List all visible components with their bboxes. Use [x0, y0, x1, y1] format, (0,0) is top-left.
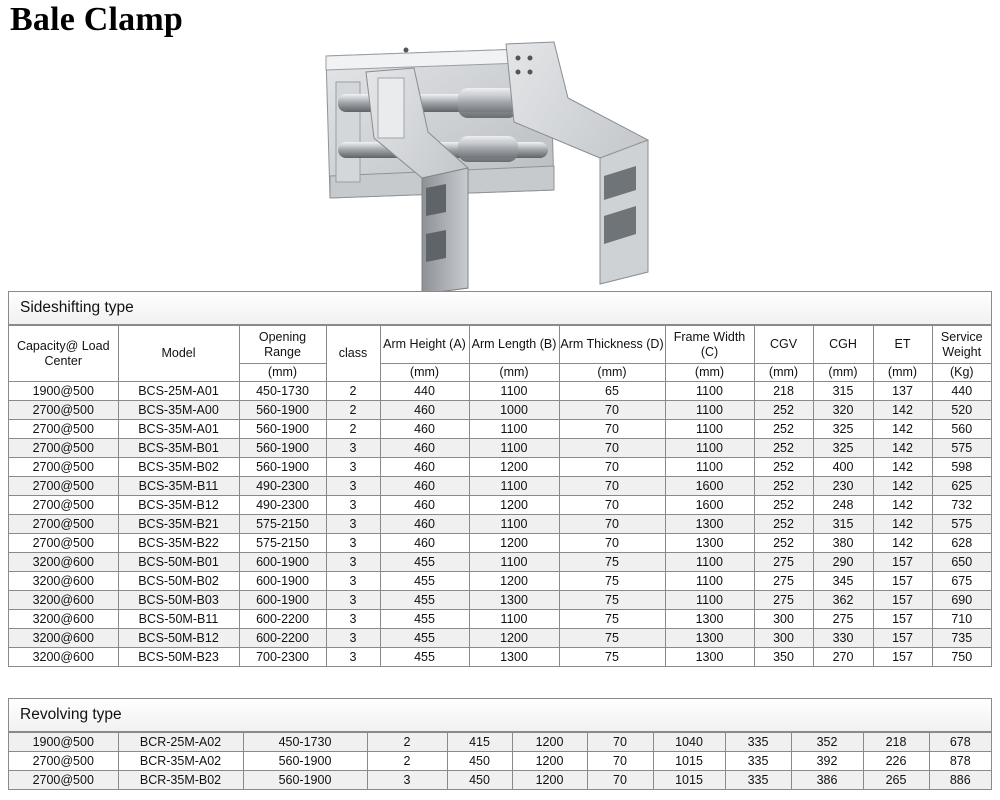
table-row	[9, 439, 991, 458]
table-cell: 3	[326, 515, 380, 534]
table-cell: 2	[367, 733, 447, 752]
table-cell: 625	[932, 477, 991, 496]
table-cell: 575-2150	[239, 534, 326, 553]
table-cell: 600-1900	[239, 591, 326, 610]
table-cell: 878	[929, 752, 991, 771]
table-cell: 75	[559, 572, 665, 591]
table-cell: 300	[754, 629, 813, 648]
table-cell: 600-2200	[239, 610, 326, 629]
table-cell: 598	[932, 458, 991, 477]
table-cell: 460	[380, 439, 469, 458]
table-cell: 1200	[469, 496, 559, 515]
table-cell: 230	[813, 477, 873, 496]
table-cell: BCS-35M-B12	[118, 496, 239, 515]
unit-cgh: (mm)	[813, 364, 873, 382]
table-cell: 345	[813, 572, 873, 591]
table-cell: 560-1900	[239, 401, 326, 420]
table-cell: 560-1900	[243, 771, 367, 790]
table-cell: 1600	[665, 477, 754, 496]
bale-clamp-image	[318, 38, 660, 294]
table-cell: 300	[754, 610, 813, 629]
table-cell: 1100	[665, 572, 754, 591]
table-cell: 1300	[469, 591, 559, 610]
table-cell: 3	[326, 534, 380, 553]
table-cell: 1300	[665, 515, 754, 534]
table-cell: 460	[380, 420, 469, 439]
table-cell: 3200@600	[9, 591, 118, 610]
table-cell: 450-1730	[239, 382, 326, 401]
table-cell: 3200@600	[9, 610, 118, 629]
table-row	[9, 496, 991, 515]
table-cell: 142	[873, 420, 932, 439]
table-cell: 3200@600	[9, 572, 118, 591]
table-cell: 362	[813, 591, 873, 610]
table-cell: 1100	[665, 420, 754, 439]
table-row	[9, 534, 991, 553]
table-cell: 315	[813, 515, 873, 534]
table-cell: 460	[380, 534, 469, 553]
table-cell: 335	[725, 752, 791, 771]
table-cell: 450	[447, 752, 512, 771]
table-cell: 2700@500	[9, 496, 118, 515]
table-cell: 455	[380, 591, 469, 610]
table-cell: 1015	[653, 752, 725, 771]
table-cell: 75	[559, 610, 665, 629]
table-cell: 75	[559, 553, 665, 572]
table-row	[9, 610, 991, 629]
unit-cgv: (mm)	[754, 364, 813, 382]
table-cell: 1040	[653, 733, 725, 752]
table-cell: 3	[326, 591, 380, 610]
table-cell: 226	[863, 752, 929, 771]
table-cell: 142	[873, 477, 932, 496]
table-cell: 252	[754, 458, 813, 477]
table-cell: 3200@600	[9, 553, 118, 572]
table-cell: 275	[813, 610, 873, 629]
table-cell: 575-2150	[239, 515, 326, 534]
table-cell: 460	[380, 401, 469, 420]
table-cell: 600-2200	[239, 629, 326, 648]
table-cell: BCS-35M-A00	[118, 401, 239, 420]
table-cell: 2700@500	[9, 515, 118, 534]
table-cell: 1100	[665, 458, 754, 477]
page-title: Bale Clamp	[10, 1, 183, 38]
table-row	[9, 771, 991, 790]
table-cell: 386	[791, 771, 863, 790]
table-cell: 732	[932, 496, 991, 515]
table-cell: 440	[932, 382, 991, 401]
table-cell: 3	[326, 648, 380, 667]
table-cell: 440	[380, 382, 469, 401]
table-cell: 3	[326, 477, 380, 496]
table-cell: 575	[932, 439, 991, 458]
table-cell: 1100	[469, 610, 559, 629]
sideshifting-section	[8, 291, 992, 667]
table-cell: 2700@500	[9, 534, 118, 553]
table-cell: 1300	[665, 648, 754, 667]
table-cell: 3	[326, 496, 380, 515]
unit-arm-length: (mm)	[469, 364, 559, 382]
table-cell: 157	[873, 591, 932, 610]
table-cell: 1200	[469, 534, 559, 553]
table-cell: 490-2300	[239, 477, 326, 496]
unit-arm-height: (mm)	[380, 364, 469, 382]
header-frame-width: Frame Width (C)	[665, 326, 754, 364]
table-cell: 490-2300	[239, 496, 326, 515]
table-cell: 2	[326, 401, 380, 420]
table-cell: 1200	[469, 629, 559, 648]
table-cell: BCS-50M-B11	[118, 610, 239, 629]
table-cell: BCR-35M-A02	[118, 752, 243, 771]
table-cell: 690	[932, 591, 991, 610]
table-cell: 325	[813, 439, 873, 458]
table-cell: 70	[559, 439, 665, 458]
table-row	[9, 629, 991, 648]
table-cell: 3	[326, 553, 380, 572]
table-cell: 335	[725, 771, 791, 790]
table-cell: 460	[380, 477, 469, 496]
table-cell: 3	[326, 439, 380, 458]
table-cell: 157	[873, 610, 932, 629]
table-cell: 320	[813, 401, 873, 420]
header-arm-length: Arm Length (B)	[469, 326, 559, 364]
table-cell: 70	[587, 771, 653, 790]
table-cell: 3200@600	[9, 629, 118, 648]
table-cell: 70	[559, 534, 665, 553]
table-cell: 290	[813, 553, 873, 572]
table-cell: 270	[813, 648, 873, 667]
table-cell: 325	[813, 420, 873, 439]
table-cell: 560-1900	[239, 458, 326, 477]
table-cell: 3	[367, 771, 447, 790]
header-service-weight: Service Weight	[932, 326, 991, 364]
table-cell: 1300	[665, 534, 754, 553]
header-class: class	[326, 326, 380, 382]
table-cell: BCS-50M-B23	[118, 648, 239, 667]
table-cell: 2700@500	[9, 401, 118, 420]
table-cell: 455	[380, 553, 469, 572]
table-row	[9, 752, 991, 771]
table-cell: 75	[559, 591, 665, 610]
table-cell: BCS-35M-B01	[118, 439, 239, 458]
table-cell: BCS-25M-A01	[118, 382, 239, 401]
table-cell: BCS-35M-B21	[118, 515, 239, 534]
sideshifting-title: Sideshifting type	[9, 292, 991, 325]
table-cell: 3200@600	[9, 648, 118, 667]
table-cell: 352	[791, 733, 863, 752]
table-cell: 142	[873, 458, 932, 477]
table-cell: BCS-35M-B22	[118, 534, 239, 553]
table-cell: 218	[754, 382, 813, 401]
table-cell: 400	[813, 458, 873, 477]
table-cell: 75	[559, 648, 665, 667]
table-cell: 750	[932, 648, 991, 667]
table-cell: 560-1900	[239, 439, 326, 458]
table-cell: 2	[326, 382, 380, 401]
table-row	[9, 591, 991, 610]
table-cell: 1100	[469, 553, 559, 572]
table-cell: 137	[873, 382, 932, 401]
table-cell: 3	[326, 629, 380, 648]
table-cell: 1100	[665, 401, 754, 420]
table-cell: 650	[932, 553, 991, 572]
table-cell: 70	[587, 733, 653, 752]
header-capacity: Capacity@ Load Center	[9, 326, 118, 382]
header-cgh: CGH	[813, 326, 873, 364]
table-row	[9, 572, 991, 591]
table-cell: 2700@500	[9, 458, 118, 477]
table-cell: 275	[754, 591, 813, 610]
table-cell: 628	[932, 534, 991, 553]
table-cell: 735	[932, 629, 991, 648]
table-cell: 1100	[469, 439, 559, 458]
table-row	[9, 515, 991, 534]
header-et: ET	[873, 326, 932, 364]
table-cell: BCS-35M-B11	[118, 477, 239, 496]
table-cell: 455	[380, 610, 469, 629]
table-cell: 70	[559, 420, 665, 439]
table-cell: BCS-35M-B02	[118, 458, 239, 477]
table-row	[9, 648, 991, 667]
unit-frame-width: (mm)	[665, 364, 754, 382]
table-cell: BCR-25M-A02	[118, 733, 243, 752]
table-cell: 252	[754, 477, 813, 496]
table-cell: 1300	[665, 610, 754, 629]
table-cell: 560-1900	[239, 420, 326, 439]
table-cell: 460	[380, 515, 469, 534]
table-cell: 142	[873, 496, 932, 515]
table-cell: 2700@500	[9, 771, 118, 790]
table-row	[9, 420, 991, 439]
table-cell: BCS-50M-B02	[118, 572, 239, 591]
table-cell: 252	[754, 515, 813, 534]
table-cell: 70	[587, 752, 653, 771]
header-opening-range: Opening Range	[239, 326, 326, 364]
table-cell: 1100	[469, 515, 559, 534]
table-cell: 70	[559, 401, 665, 420]
table-cell: 252	[754, 534, 813, 553]
header-model: Model	[118, 326, 239, 382]
table-cell: 142	[873, 401, 932, 420]
table-cell: 700-2300	[239, 648, 326, 667]
table-cell: 1100	[665, 591, 754, 610]
table-cell: BCR-35M-B02	[118, 771, 243, 790]
table-row	[9, 382, 991, 401]
table-cell: 1300	[665, 629, 754, 648]
table-cell: 2	[367, 752, 447, 771]
table-cell: 70	[559, 515, 665, 534]
table-cell: 1100	[469, 420, 559, 439]
table-cell: 252	[754, 439, 813, 458]
table-cell: 575	[932, 515, 991, 534]
table-cell: 1900@500	[9, 733, 118, 752]
table-cell: 1900@500	[9, 382, 118, 401]
table-row	[9, 733, 991, 752]
table-cell: 65	[559, 382, 665, 401]
table-cell: 415	[447, 733, 512, 752]
table-cell: 460	[380, 458, 469, 477]
table-cell: BCS-35M-A01	[118, 420, 239, 439]
table-cell: 2700@500	[9, 477, 118, 496]
table-cell: 157	[873, 629, 932, 648]
table-cell: 1200	[469, 572, 559, 591]
table-cell: 1100	[665, 553, 754, 572]
table-cell: 560	[932, 420, 991, 439]
unit-service-weight: (Kg)	[932, 364, 991, 382]
sideshifting-table	[9, 325, 991, 666]
table-cell: 1000	[469, 401, 559, 420]
table-cell: 678	[929, 733, 991, 752]
table-cell: BCS-50M-B01	[118, 553, 239, 572]
table-cell: 455	[380, 629, 469, 648]
table-cell: 1015	[653, 771, 725, 790]
table-cell: 600-1900	[239, 572, 326, 591]
table-cell: 1200	[512, 733, 587, 752]
table-cell: 1100	[665, 382, 754, 401]
table-cell: 275	[754, 572, 813, 591]
table-cell: 1600	[665, 496, 754, 515]
table-row	[9, 401, 991, 420]
table-cell: 1100	[469, 477, 559, 496]
table-cell: 252	[754, 420, 813, 439]
table-cell: 1100	[469, 382, 559, 401]
table-cell: 70	[559, 477, 665, 496]
table-row	[9, 458, 991, 477]
table-cell: 600-1900	[239, 553, 326, 572]
table-cell: 315	[813, 382, 873, 401]
revolving-table	[9, 732, 991, 789]
table-cell: 675	[932, 572, 991, 591]
table-cell: 350	[754, 648, 813, 667]
table-cell: 218	[863, 733, 929, 752]
table-cell: 157	[873, 648, 932, 667]
table-cell: 1200	[469, 458, 559, 477]
table-cell: 70	[559, 458, 665, 477]
unit-et: (mm)	[873, 364, 932, 382]
table-cell: 142	[873, 515, 932, 534]
table-cell: 75	[559, 629, 665, 648]
table-cell: BCS-50M-B12	[118, 629, 239, 648]
table-cell: 142	[873, 439, 932, 458]
table-cell: 3	[326, 610, 380, 629]
table-cell: 1200	[512, 752, 587, 771]
header-cgv: CGV	[754, 326, 813, 364]
table-cell: 455	[380, 648, 469, 667]
table-cell: 252	[754, 496, 813, 515]
table-row	[9, 553, 991, 572]
table-cell: 460	[380, 496, 469, 515]
table-cell: 2700@500	[9, 439, 118, 458]
table-cell: 248	[813, 496, 873, 515]
table-cell: 1300	[469, 648, 559, 667]
table-cell: 275	[754, 553, 813, 572]
table-cell: 1100	[665, 439, 754, 458]
revolving-title: Revolving type	[9, 699, 991, 732]
header-arm-height: Arm Height (A)	[380, 326, 469, 364]
table-cell: 2700@500	[9, 420, 118, 439]
table-cell: 380	[813, 534, 873, 553]
table-cell: 3	[326, 458, 380, 477]
table-cell: 157	[873, 553, 932, 572]
table-cell: 710	[932, 610, 991, 629]
table-cell: BCS-50M-B03	[118, 591, 239, 610]
table-cell: 3	[326, 572, 380, 591]
table-cell: 70	[559, 496, 665, 515]
table-cell: 330	[813, 629, 873, 648]
table-cell: 2700@500	[9, 752, 118, 771]
table-cell: 560-1900	[243, 752, 367, 771]
table-cell: 392	[791, 752, 863, 771]
table-cell: 450-1730	[243, 733, 367, 752]
table-cell: 886	[929, 771, 991, 790]
table-cell: 142	[873, 534, 932, 553]
table-cell: 252	[754, 401, 813, 420]
table-cell: 265	[863, 771, 929, 790]
unit-arm-thickness: (mm)	[559, 364, 665, 382]
table-cell: 157	[873, 572, 932, 591]
table-cell: 1200	[512, 771, 587, 790]
table-cell: 335	[725, 733, 791, 752]
unit-opening-range: (mm)	[239, 364, 326, 382]
table-cell: 2	[326, 420, 380, 439]
table-row	[9, 477, 991, 496]
table-cell: 450	[447, 771, 512, 790]
table-cell: 520	[932, 401, 991, 420]
revolving-section	[8, 698, 992, 790]
header-arm-thickness: Arm Thickness (D)	[559, 326, 665, 364]
table-cell: 455	[380, 572, 469, 591]
